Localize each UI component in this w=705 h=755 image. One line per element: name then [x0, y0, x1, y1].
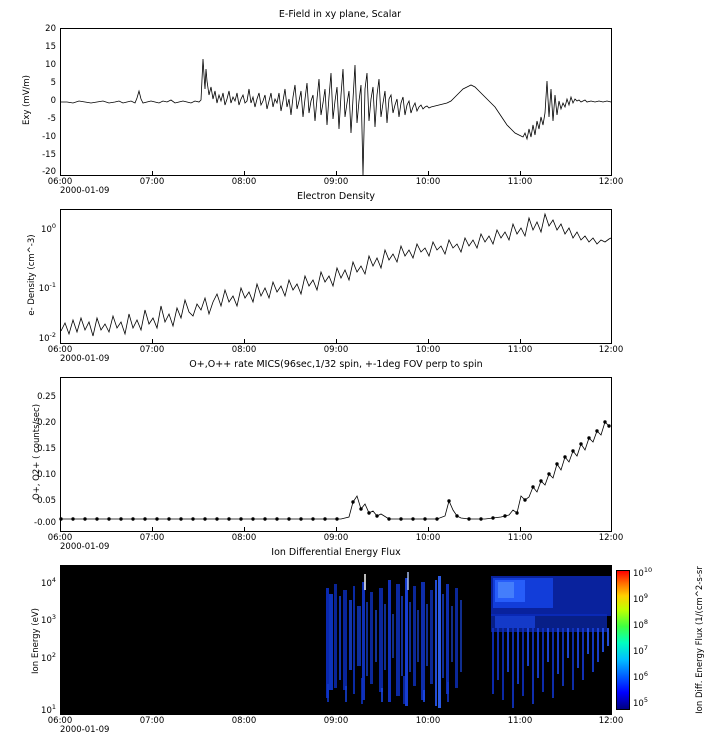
ytick: 20: [45, 24, 56, 34]
panel-efield-curve: [61, 29, 611, 175]
xtick: 12:00: [598, 177, 624, 187]
ytick: $10^4$: [41, 576, 56, 589]
colorbar-tick: $10^5$: [633, 696, 648, 709]
ytick: $10^0$: [41, 222, 56, 235]
xtick: 10:00: [415, 716, 441, 726]
colorbar-gradient: [616, 570, 630, 710]
ytick: -20: [42, 167, 56, 177]
panel-edensity-ylabel: e- Density (cm^-3): [27, 234, 37, 316]
xtick: 11:00: [507, 177, 533, 187]
xtick: 06:00: [47, 177, 73, 187]
colorbar-tick: $10^9$: [633, 592, 648, 605]
xtick: 12:00: [598, 345, 624, 355]
xtick: 09:00: [323, 345, 349, 355]
xtick: 11:00: [507, 345, 533, 355]
xtick: 08:00: [231, 345, 257, 355]
colorbar-tick: $10^8$: [633, 618, 648, 631]
ytick: -0.00: [34, 518, 56, 528]
date-label: 2000-01-09: [60, 725, 110, 735]
panel-oxygen-rate-curve: [61, 378, 611, 531]
xtick: 08:00: [231, 177, 257, 187]
xtick: 07:00: [139, 533, 165, 543]
colorbar-tick: $10^{10}$: [633, 566, 653, 579]
ytick: $10^3$: [41, 613, 56, 626]
xtick: 08:00: [231, 533, 257, 543]
ytick: $10^2$: [41, 651, 56, 664]
xtick: 07:00: [139, 716, 165, 726]
xtick: 09:00: [323, 716, 349, 726]
panel-oxygen-rate-ylabel: O+, O2+ ( counts/sec): [32, 403, 42, 501]
ytick: 0.15: [37, 444, 56, 454]
date-label: 2000-01-09: [60, 186, 110, 196]
ytick: 10: [45, 60, 56, 70]
xtick: 08:00: [231, 716, 257, 726]
xtick: 07:00: [139, 345, 165, 355]
xtick: 09:00: [323, 533, 349, 543]
xtick: 09:00: [323, 177, 349, 187]
ytick: 5: [50, 78, 56, 88]
panel-oxygen-rate-title: O+,O++ rate MICS(96sec,1/32 spin, +-1deg FOV perp to spin: [189, 359, 483, 370]
colorbar-tick: $10^6$: [633, 670, 648, 683]
ytick: -5: [47, 114, 56, 124]
panel-ion-flux-ylabel: Ion Energy (eV): [31, 608, 41, 674]
ytick: 0.10: [37, 470, 56, 480]
ytick: $10^{-2}$: [38, 331, 56, 344]
date-label: 2000-01-09: [60, 542, 110, 552]
ytick: $10^{-1}$: [38, 281, 56, 294]
ytick: -15: [42, 150, 56, 160]
ytick: 15: [45, 42, 56, 52]
ytick: -10: [42, 132, 56, 142]
date-label: 2000-01-09: [60, 354, 110, 364]
ytick: 0: [50, 96, 56, 106]
ytick: 0.25: [37, 392, 56, 402]
colorbar-tick: $10^7$: [633, 644, 648, 657]
xtick: 10:00: [415, 345, 441, 355]
xtick: 10:00: [415, 533, 441, 543]
colorbar-label: Ion Diff. Energy Flux (1/(cm^2-s-sr: [695, 566, 705, 714]
xtick: 11:00: [507, 533, 533, 543]
xtick: 06:00: [47, 533, 73, 543]
xtick: 12:00: [598, 716, 624, 726]
xtick: 11:00: [507, 716, 533, 726]
ytick: $10^1$: [41, 703, 56, 716]
xtick: 12:00: [598, 533, 624, 543]
panel-efield-title: E-Field in xy plane, Scalar: [278, 9, 402, 20]
panel-edensity-curve: [61, 210, 611, 343]
panel-edensity-title: Electron Density: [296, 191, 376, 202]
panel-ion-flux-title: Ion Differential Energy Flux: [271, 547, 401, 558]
ytick: 0.20: [37, 418, 56, 428]
panel-efield-ylabel: Exy (mV/m): [22, 75, 32, 126]
xtick: 10:00: [415, 177, 441, 187]
panel-ion-flux-spectrogram: [61, 566, 611, 714]
xtick: 07:00: [139, 177, 165, 187]
ytick: 0.05: [37, 496, 56, 506]
xtick: 06:00: [47, 345, 73, 355]
xtick: 06:00: [47, 716, 73, 726]
